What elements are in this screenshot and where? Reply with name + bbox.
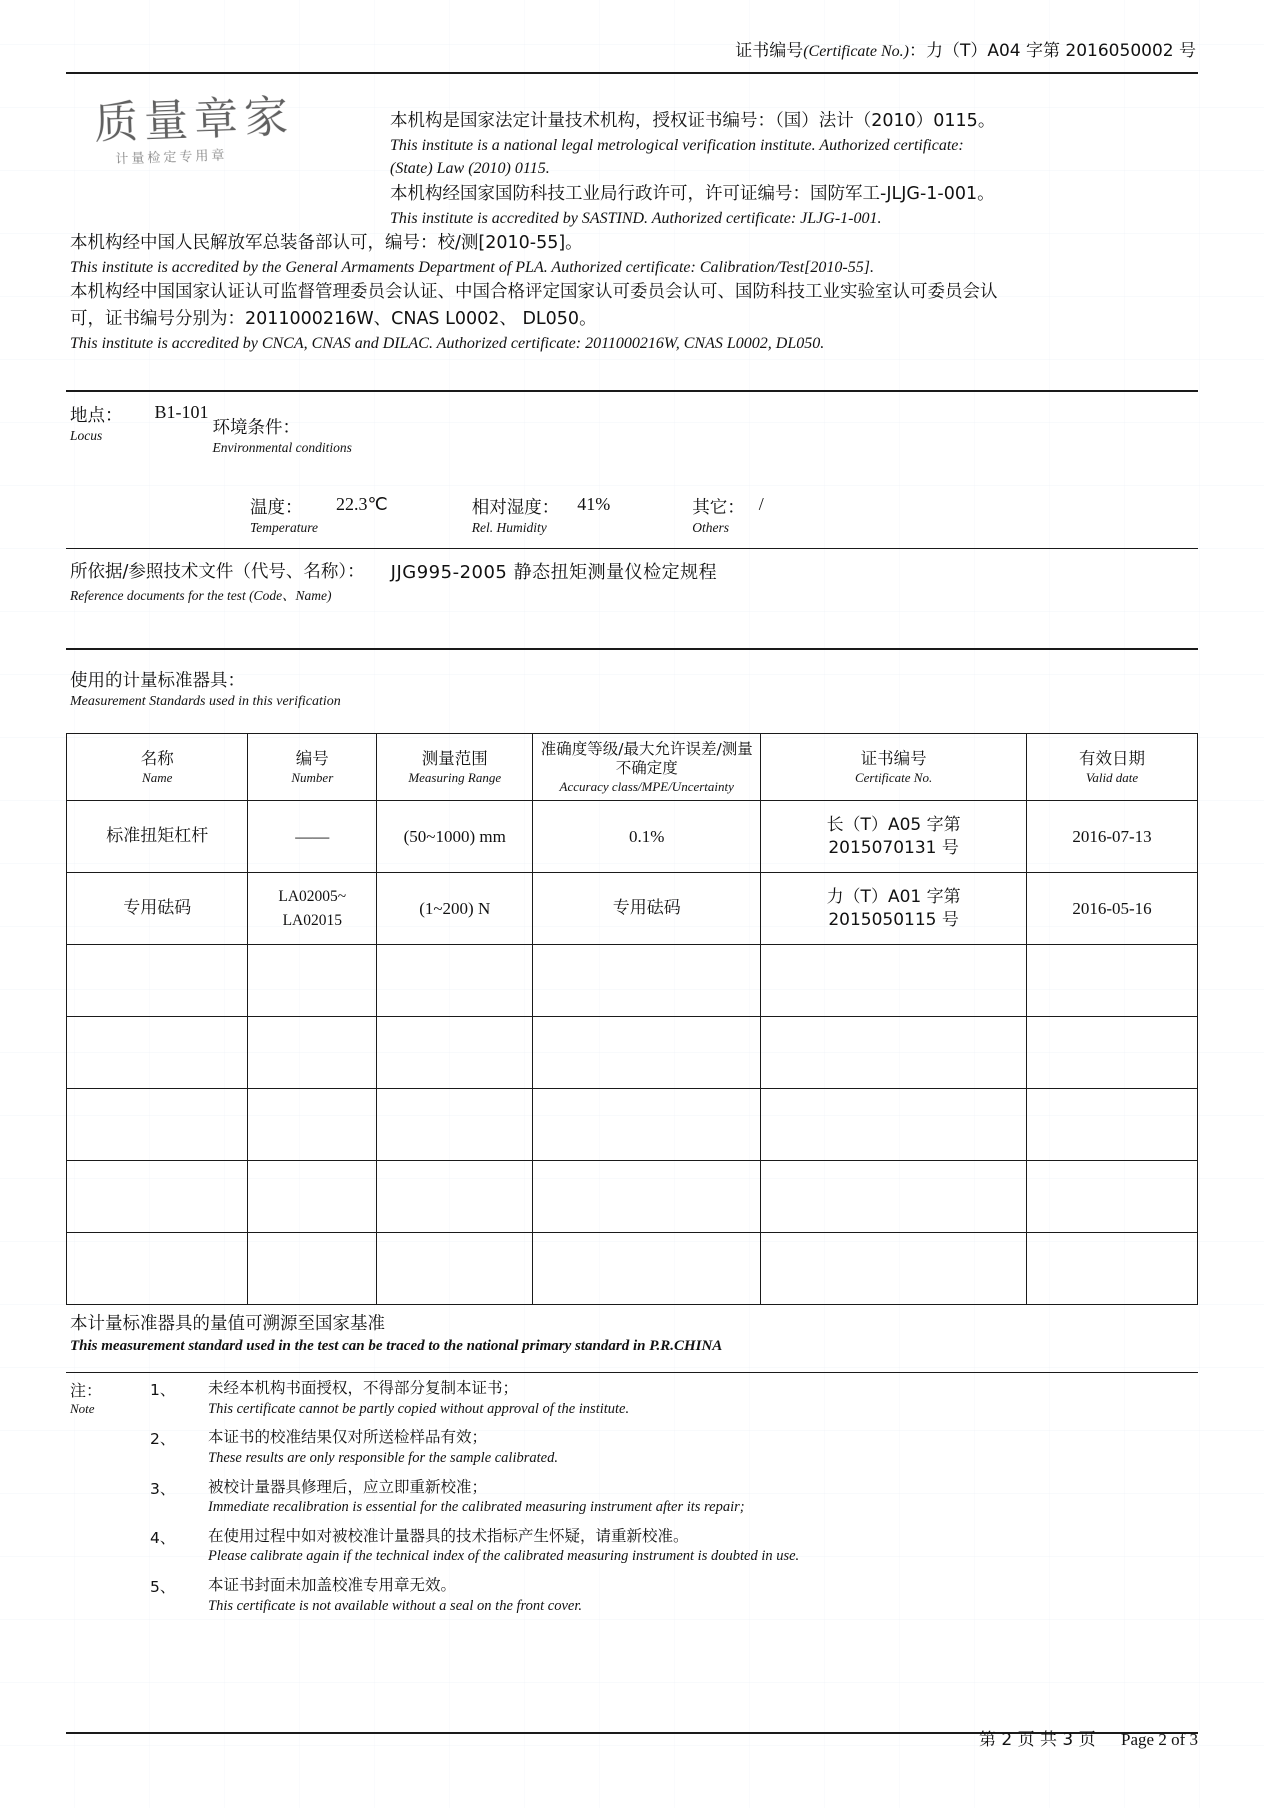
accreditation-line-4-cn: 本机构经中国国家认证认可监督管理委员会认证、中国合格评定国家认可委员会认可、国防科技工业实验室认可委员会认可，证书编号分别为：2011000216W、CNAS L0002、 DL050。 [70, 282, 998, 329]
notes-section [70, 1378, 1030, 1624]
cell-number [248, 1233, 377, 1305]
cell-range: (50~1000) mm [377, 801, 533, 873]
accreditation-line-4-en: This institute is accredited by CNCA, CNAS and DILAC. Authorized certificate: 2011000216W, CNAS L0002, DL050. [70, 334, 825, 352]
note-text-en: These results are only responsible for the sample calibrated. [208, 1449, 558, 1466]
note-body [208, 1477, 1030, 1518]
column-header-number-en: Number [291, 769, 334, 785]
accreditation-line-1-en: This institute is a national legal metrological verification institute. Authorized certificate: (State) Law (2010) 0115. [390, 137, 964, 178]
note-index: 4、 [150, 1528, 176, 1547]
note-body [208, 1575, 1030, 1616]
cell-range [377, 1233, 533, 1305]
accreditation-line-3-en: This institute is accredited by the General Armaments Department of PLA. Authorized certificate: Calibration/Test[2010-55]. [70, 259, 874, 277]
measurement-standards-label-cn: 使用的计量标准器具： [70, 671, 245, 691]
note-index: 1、 [150, 1381, 176, 1399]
notes-label-en: Note [70, 1401, 95, 1416]
table-row [67, 1161, 1198, 1233]
column-header-number-cn: 编号 [295, 748, 329, 768]
cell-range [377, 1017, 533, 1089]
traceability-en: This measurement standard used in the test can be traced to the national primary standard in P.R.CHINA [70, 1338, 723, 1354]
cell-accuracy [533, 945, 761, 1017]
others-label [692, 494, 745, 536]
note-index: 3、 [150, 1479, 176, 1498]
cell-certificate [761, 1233, 1027, 1305]
environment-label-en: Environmental conditions [212, 440, 352, 455]
cell-valid-date: 2016-07-13 [1027, 801, 1198, 873]
humidity-label-cn: 相对湿度： [471, 498, 560, 518]
note-text-en: Please calibrate again if the technical index of the calibrated measuring instrument is doubted in use. [208, 1548, 800, 1565]
cell-certificate-line1: 力（T）A01 字第 [826, 886, 961, 907]
measurement-standards-table [66, 733, 1198, 1305]
reference-documents [70, 558, 1030, 604]
certificate-number-value: 力（T）A04 字第 2016050002 号 [925, 41, 1196, 61]
column-header-certificate [761, 734, 1027, 801]
traceability-divider [66, 1372, 1198, 1373]
note-item [150, 1427, 1030, 1468]
reference-label-en: Reference documents for the test (Code、Name) [70, 588, 332, 603]
cell-name: 标准扭矩杠杆 [67, 801, 248, 873]
accreditation-line-1-cn: 本机构是国家法定计量技术机构，授权证书编号：（国）法计（2010）0115。 [390, 111, 996, 131]
traceability-statement [70, 1310, 1030, 1355]
cell-certificate [761, 873, 1027, 945]
cell-valid-date [1027, 1089, 1198, 1161]
cell-certificate [761, 801, 1027, 873]
reference-divider [66, 648, 1198, 650]
environment-divider [66, 548, 1198, 549]
cell-accuracy [533, 1233, 761, 1305]
column-header-range-en: Measuring Range [408, 769, 502, 785]
page-number-cn: 第 2 页 共 3 页 [978, 1730, 1096, 1750]
certificate-number [735, 36, 1196, 61]
accreditation-line-3-cn: 本机构经中国人民解放军总装备部认可，编号：校/测[2010-55]。 [70, 233, 583, 253]
cell-number [248, 1017, 377, 1089]
locus-block [70, 402, 1030, 456]
accreditation-right-block [390, 108, 1010, 230]
note-item [150, 1526, 1030, 1567]
measurement-standards-label-en: Measurement Standards used in this verification [70, 694, 341, 710]
note-text-en: Immediate recalibration is essential for the calibrated measuring instrument after its repair; [208, 1499, 745, 1516]
temperature-label-cn: 温度： [250, 498, 303, 518]
seal-subtext: 计量检定专用章 [115, 148, 228, 168]
locus-label-en: Locus [70, 428, 103, 443]
seal-text: 质量章家 [93, 91, 295, 150]
official-seal [93, 91, 326, 197]
column-header-range [377, 734, 533, 801]
cell-number [248, 1089, 377, 1161]
cell-number-line2: LA02015 [282, 911, 343, 929]
column-header-certificate-en: Certificate No. [854, 769, 933, 785]
cell-certificate [761, 945, 1027, 1017]
cell-range [377, 1089, 533, 1161]
cell-number: —— [248, 801, 377, 873]
column-header-valid-date-en: Valid date [1085, 769, 1139, 785]
note-item [150, 1477, 1030, 1518]
accreditation-full-block [70, 230, 1010, 355]
notes-label [70, 1378, 140, 1417]
column-header-name-cn: 名称 [140, 748, 174, 768]
column-header-accuracy-en: Accuracy class/MPE/Uncertainty [559, 778, 734, 794]
column-header-range-cn: 测量范围 [421, 748, 488, 768]
others-label-cn: 其它： [692, 498, 745, 518]
column-header-valid-date [1027, 734, 1198, 801]
column-header-accuracy [533, 734, 761, 801]
reference-value: JJG995-2005 静态扭矩测量仪检定规程 [390, 562, 718, 583]
cell-range [377, 945, 533, 1017]
certificate-number-label-cn: 证书编号 [735, 41, 804, 61]
cell-accuracy [533, 1161, 761, 1233]
cell-valid-date [1027, 945, 1198, 1017]
note-index: 2、 [150, 1430, 176, 1449]
column-header-name [67, 734, 248, 801]
note-text-en: This certificate is not available without a seal on the front cover. [208, 1597, 583, 1614]
note-text-en: This certificate cannot be partly copied without approval of the institute. [208, 1400, 630, 1417]
others-label-en: Others [692, 520, 729, 535]
note-text-cn: 在使用过程中如对被校准计量器具的技术指标产生怀疑，请重新校准。 [208, 1526, 689, 1545]
cell-certificate-line1: 长（T）A05 字第 [826, 814, 961, 835]
cell-name [67, 1017, 248, 1089]
humidity-value: 41% [577, 494, 611, 514]
table-row [67, 1017, 1198, 1089]
temperature-label-en: Temperature [250, 520, 319, 535]
header-divider [66, 72, 1198, 74]
environment-temperature [250, 494, 388, 536]
cell-certificate [761, 1089, 1027, 1161]
cell-certificate-line2: 2015050115 号 [828, 909, 959, 930]
environment-values-row [250, 494, 1050, 536]
reference-label-cn: 所依据/参照技术文件（代号、名称）： [70, 562, 365, 582]
column-header-accuracy-cn: 准确度等级/最大允许误差/测量不确定度 [540, 739, 753, 778]
humidity-label-en: Rel. Humidity [471, 520, 547, 535]
notes-label-cn: 注： [70, 1381, 103, 1400]
cell-name [67, 1233, 248, 1305]
column-header-number [248, 734, 377, 801]
cell-accuracy [533, 1089, 761, 1161]
column-header-certificate-cn: 证书编号 [860, 748, 927, 768]
cell-certificate-line2: 2015070131 号 [828, 837, 959, 858]
page-footer [979, 1725, 1198, 1750]
table-row [67, 1089, 1198, 1161]
table-header-row [67, 734, 1198, 801]
table-row [67, 801, 1198, 873]
environment-label-cn: 环境条件： [212, 418, 300, 438]
cell-number [248, 873, 377, 945]
cell-number [248, 945, 377, 1017]
reference-label [70, 558, 365, 604]
others-value: / [758, 494, 764, 514]
traceability-cn: 本计量标准器具的量值可溯源至国家基准 [70, 1314, 385, 1334]
note-text-cn: 未经本机构书面授权，不得部分复制本证书； [208, 1379, 519, 1397]
column-header-name-en: Name [142, 769, 173, 785]
cell-name [67, 1161, 248, 1233]
table-row [67, 873, 1198, 945]
cell-range [377, 1161, 533, 1233]
temperature-value: 22.3℃ [336, 494, 388, 514]
locus-label [70, 402, 123, 444]
table-row [67, 1233, 1198, 1305]
cell-valid-date [1027, 1017, 1198, 1089]
cell-number [248, 1161, 377, 1233]
note-body [208, 1427, 1030, 1468]
locus-label-cn: 地点： [70, 406, 123, 426]
cell-name [67, 945, 248, 1017]
cell-valid-date [1027, 1161, 1198, 1233]
note-body [208, 1526, 1030, 1567]
note-body [208, 1378, 1030, 1419]
note-text-cn: 被校计量器具修理后，应立即重新校准； [208, 1477, 488, 1496]
accreditation-line-2-cn: 本机构经国家国防科技工业局行政许可，许可证编号：国防军工-JLJG-1-001。 [390, 183, 995, 204]
cell-number-line1: LA02005~ [278, 888, 347, 906]
cell-accuracy: 专用砝码 [533, 873, 761, 945]
humidity-label [472, 494, 560, 536]
certificate-number-sep: ： [908, 41, 926, 61]
page-number-en: Page 2 of 3 [1121, 1730, 1198, 1749]
cell-range: (1~200) N [377, 873, 533, 945]
locus-value: B1-101 [154, 402, 209, 422]
cell-name [67, 1089, 248, 1161]
note-index: 5、 [150, 1578, 176, 1596]
measurement-standards-heading [70, 668, 1030, 710]
environment-others [692, 494, 764, 536]
cell-valid-date [1027, 1233, 1198, 1305]
column-header-valid-date-cn: 有效日期 [1079, 748, 1146, 768]
environment-label [213, 414, 352, 456]
note-text-cn: 本证书的校准结果仅对所送检样品有效； [208, 1428, 488, 1447]
note-item [150, 1575, 1030, 1616]
certificate-number-label-en: (Certificate No.) [803, 43, 909, 60]
cell-name: 专用砝码 [67, 873, 248, 945]
table-row [67, 945, 1198, 1017]
cell-accuracy [533, 1017, 761, 1089]
note-item [150, 1378, 1030, 1419]
environment-humidity [472, 494, 611, 536]
note-text-cn: 本证书封面未加盖校准专用章无效。 [208, 1576, 457, 1594]
cell-accuracy: 0.1% [533, 801, 761, 873]
accreditation-divider [66, 390, 1198, 392]
cell-valid-date: 2016-05-16 [1027, 873, 1198, 945]
temperature-label [250, 494, 318, 536]
cell-certificate [761, 1017, 1027, 1089]
accreditation-line-2-en: This institute is accredited by SASTIND. Authorized certificate: JLJG-1-001. [390, 209, 882, 227]
cell-certificate [761, 1161, 1027, 1233]
notes-list [150, 1378, 1030, 1616]
